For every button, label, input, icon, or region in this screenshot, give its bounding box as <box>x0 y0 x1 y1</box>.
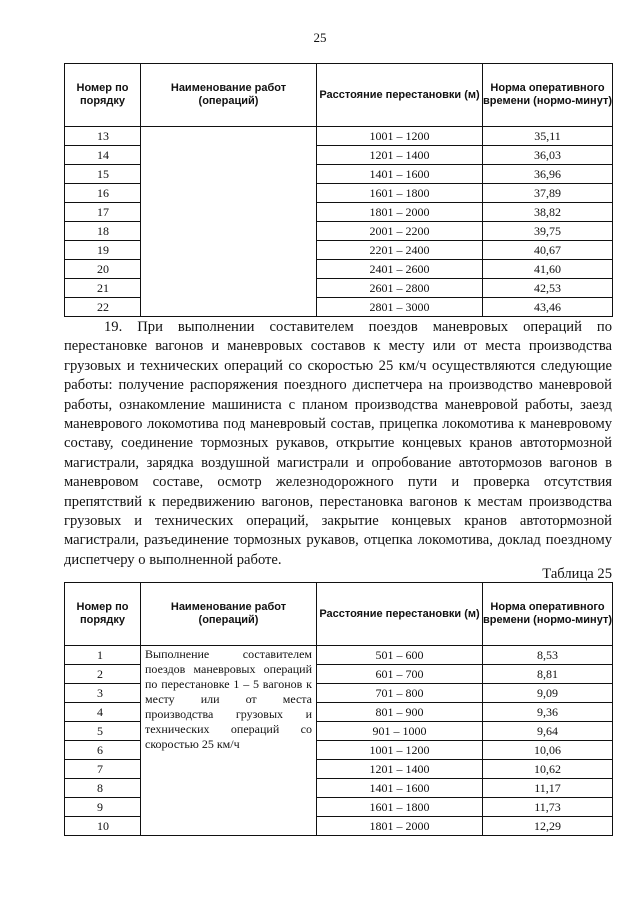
table-body <box>65 127 613 317</box>
operation-description: Выполнение составителем поездов маневровых операций по перестановке 1 – 5 вагонов к месту или от места производства грузовых и технических операций со скоростью 25 км/ч <box>141 646 317 836</box>
header-norm-time: Норма оперативного времени (нормо-минут) <box>483 583 613 646</box>
norm-cell: 43,46 <box>483 298 613 317</box>
distance-cell: 2801 – 3000 <box>317 298 483 317</box>
row-number: 2 <box>65 665 141 684</box>
distance-cell: 1401 – 1600 <box>317 779 483 798</box>
norm-cell: 36,03 <box>483 146 613 165</box>
norm-cell: 39,75 <box>483 222 613 241</box>
row-number: 16 <box>65 184 141 203</box>
table-row <box>65 127 613 146</box>
distance-cell: 801 – 900 <box>317 703 483 722</box>
norm-cell: 12,29 <box>483 817 613 836</box>
norm-cell: 8,81 <box>483 665 613 684</box>
distance-cell: 901 – 1000 <box>317 722 483 741</box>
row-number: 18 <box>65 222 141 241</box>
table-body <box>65 646 613 836</box>
norm-cell: 10,62 <box>483 760 613 779</box>
paragraph-19: 19. При выполнении составителем поездов маневровых операций по перестановке вагонов и маневровых составов к месту или от места производства грузовых и технических операций со скоростью 25 км/ч осуществляются следующие работы: получение распоряжения поездного диспетчера на производство маневровой работы, ознакомление машиниста с планом производства маневровой работы, заезд маневрового локомотива под маневровый состав, прицепка локомотива к маневровому составу, соединение тормозных рукавов, открытие концевых кранов автотормозной магистрали, зарядка воздушной магистрали и опробование автотормозов вагонов в маневровом составе, осмотр железнодорожного пути и проверка отсутствия препятствий к передвижению вагонов, перестановка вагонов к местам производства грузовых и технических операций, закрытие концевых кранов автотормозной магистрали, разъединение тормозных рукавов, отцепка локомотива, доклад поездному диспетчеру о выполненной работе. <box>64 319 612 568</box>
row-number: 21 <box>65 279 141 298</box>
row-number: 4 <box>65 703 141 722</box>
operation-description <box>141 127 317 317</box>
distance-cell: 1601 – 1800 <box>317 798 483 817</box>
row-number: 3 <box>65 684 141 703</box>
norms-table-continued <box>64 63 613 317</box>
distance-cell: 2401 – 2600 <box>317 260 483 279</box>
row-number: 14 <box>65 146 141 165</box>
norms-table-25 <box>64 582 613 836</box>
norm-cell: 9,64 <box>483 722 613 741</box>
row-number: 1 <box>65 646 141 665</box>
distance-cell: 1801 – 2000 <box>317 203 483 222</box>
norm-cell: 37,89 <box>483 184 613 203</box>
distance-cell: 1801 – 2000 <box>317 817 483 836</box>
norm-cell: 40,67 <box>483 241 613 260</box>
norm-cell: 42,53 <box>483 279 613 298</box>
norm-cell: 9,36 <box>483 703 613 722</box>
header-operation-name: Наименование работ (операций) <box>141 64 317 127</box>
table-caption: Таблица 25 <box>542 566 612 582</box>
norm-cell: 10,06 <box>483 741 613 760</box>
row-number: 20 <box>65 260 141 279</box>
row-number: 22 <box>65 298 141 317</box>
row-number: 19 <box>65 241 141 260</box>
norm-cell: 41,60 <box>483 260 613 279</box>
distance-cell: 701 – 800 <box>317 684 483 703</box>
norm-cell: 36,96 <box>483 165 613 184</box>
norm-cell: 35,11 <box>483 127 613 146</box>
distance-cell: 2201 – 2400 <box>317 241 483 260</box>
distance-cell: 501 – 600 <box>317 646 483 665</box>
distance-cell: 1201 – 1400 <box>317 760 483 779</box>
row-number: 6 <box>65 741 141 760</box>
header-number: Номер по порядку <box>65 64 141 127</box>
norm-cell: 11,73 <box>483 798 613 817</box>
norm-cell: 8,53 <box>483 646 613 665</box>
row-number: 5 <box>65 722 141 741</box>
norm-cell: 9,09 <box>483 684 613 703</box>
distance-cell: 1401 – 1600 <box>317 165 483 184</box>
header-operation-name: Наименование работ (операций) <box>141 583 317 646</box>
header-distance: Расстояние перестановки (м) <box>317 583 483 646</box>
norm-cell: 11,17 <box>483 779 613 798</box>
distance-cell: 1201 – 1400 <box>317 146 483 165</box>
distance-cell: 601 – 700 <box>317 665 483 684</box>
row-number: 8 <box>65 779 141 798</box>
distance-cell: 2001 – 2200 <box>317 222 483 241</box>
row-number: 13 <box>65 127 141 146</box>
row-number: 10 <box>65 817 141 836</box>
header-distance: Расстояние перестановки (м) <box>317 64 483 127</box>
distance-cell: 2601 – 2800 <box>317 279 483 298</box>
row-number: 7 <box>65 760 141 779</box>
header-number: Номер по порядку <box>65 583 141 646</box>
header-norm-time: Норма оперативного времени (нормо-минут) <box>483 64 613 127</box>
table-row <box>65 646 613 665</box>
row-number: 17 <box>65 203 141 222</box>
row-number: 9 <box>65 798 141 817</box>
page-number: 25 <box>313 30 327 45</box>
distance-cell: 1001 – 1200 <box>317 127 483 146</box>
row-number: 15 <box>65 165 141 184</box>
distance-cell: 1001 – 1200 <box>317 741 483 760</box>
distance-cell: 1601 – 1800 <box>317 184 483 203</box>
norm-cell: 38,82 <box>483 203 613 222</box>
